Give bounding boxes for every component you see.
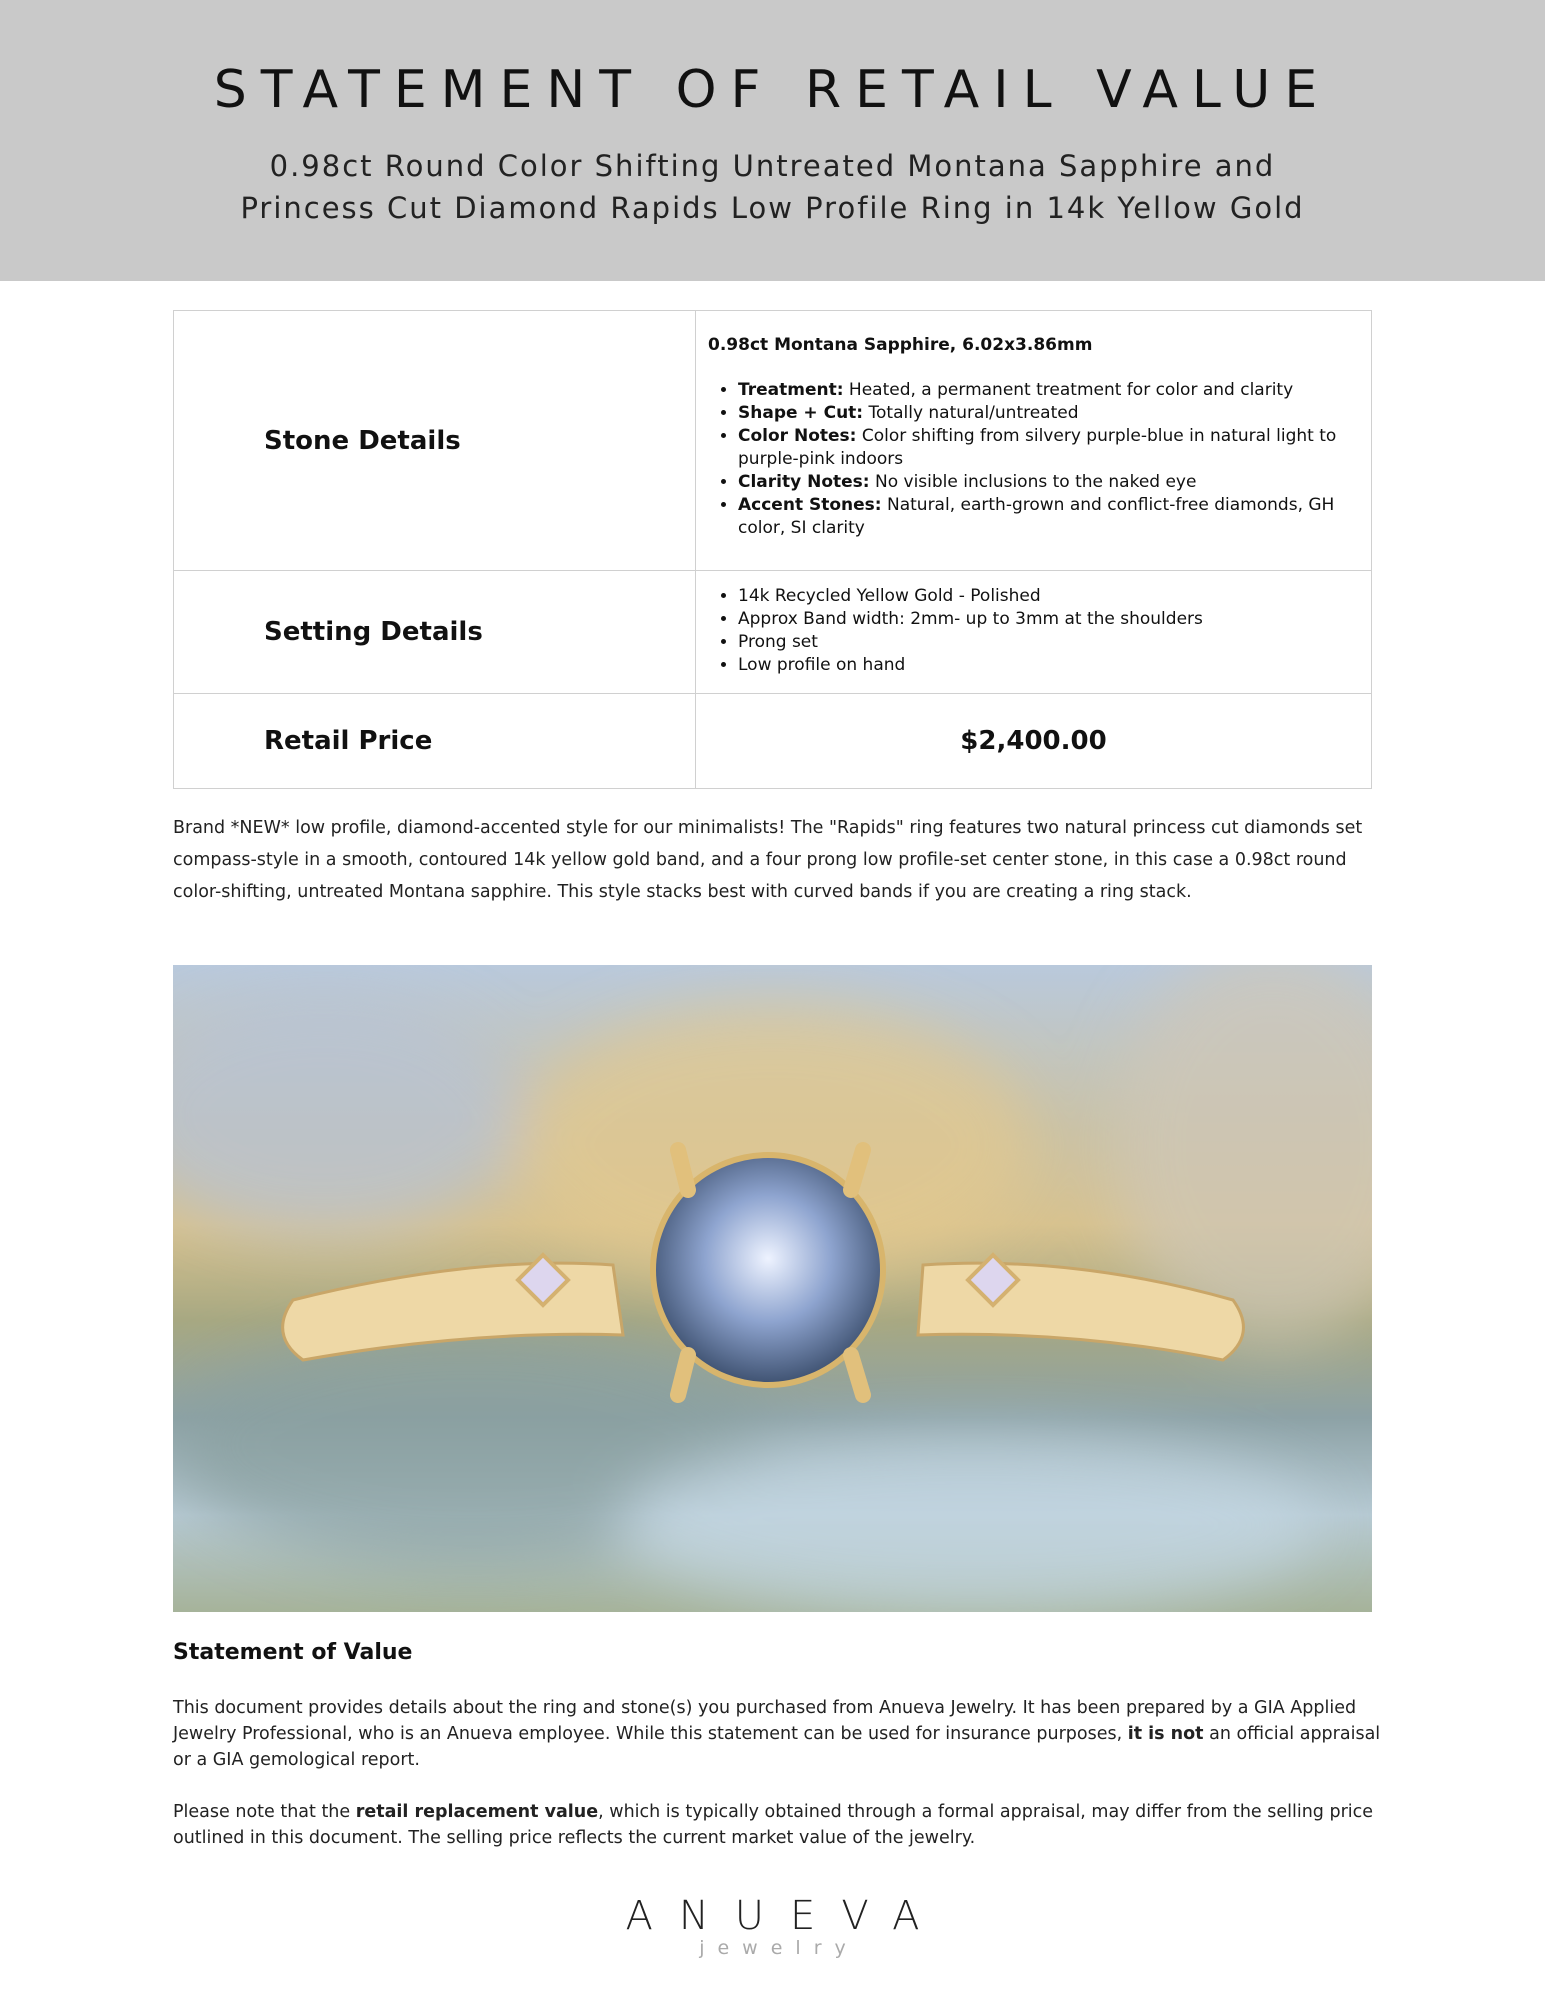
logo-wordmark: ANUEVA [625,1893,946,1939]
ring-illustration [173,965,1372,1612]
setting-details-label: Setting Details [174,571,696,694]
text: This document provides details about the ring and stone(s) you purchased from Anueva Jewelry. It has been prepared by a GIA Applied Jewelry Professional, who is an Anueva employee. While this statement can be used for insurance purposes, [173,1698,1357,1744]
detail-value: Totally natural/untreated [863,402,1079,423]
setting-detail-item: • Prong set [738,631,1359,654]
stone-heading: 0.98ct Montana Sapphire, 6.02x3.86mm [708,334,1093,355]
product-title [0,145,1545,229]
stone-detail-item [738,471,1359,494]
setting-details-row [174,571,1372,694]
setting-detail-item: • Low profile on hand [738,654,1359,677]
detail-key: Color Notes: [738,425,857,446]
details-table [173,310,1372,789]
ring-photo [173,965,1372,1612]
stone-detail-item [738,494,1359,540]
stone-detail-item [738,425,1359,471]
stone-detail-item [738,379,1359,402]
text: an official appraisal or a GIA gemological report. [173,1724,1381,1770]
setting-list [738,585,1359,677]
text: Please note that the [173,1802,356,1822]
text: , which is typically obtained through a formal appraisal, may differ from the selling price outlined in this document. The selling price reflects the current market value of the jewelry. [173,1802,1374,1848]
retail-price-row [174,694,1372,789]
setting-detail-item: • Approx Band width: 2mm- up to 3mm at the shoulders [738,608,1359,631]
header [0,0,1545,281]
detail-key: Accent Stones: [738,494,882,515]
retail-price-label: Retail Price [174,694,696,789]
stone-details-row [174,311,1372,571]
stone-list [738,379,1359,540]
subtitle-line-1: 0.98ct Round Color Shifting Untreated Montana Sapphire and [269,149,1276,183]
product-description: Brand *NEW* low profile, diamond-accented style for our minimalists! The "Rapids" ring features two natural princess cut diamonds set compass-style in a smooth, contoured 14k yellow gold band, and a four prong low profile-set center stone, in this case a 0.98ct round color-shifting, untreated Montana sapphire. This style stacks best with curved bands if you are creating a ring stack. [173,818,1363,902]
detail-value: Natural, earth-grown and conflict-free diamonds, GH color, SI clarity [738,494,1335,538]
detail-key: Shape + Cut: [738,402,864,423]
detail-value: Heated, a permanent treatment for color and clarity [843,379,1294,400]
setting-detail-item: • 14k Recycled Yellow Gold - Polished [738,585,1359,608]
detail-key: Clarity Notes: [738,471,870,492]
page-title: STATEMENT OF RETAIL VALUE [213,60,1332,120]
statement-paragraph-2 [173,1799,1383,1851]
retail-price-value: $2,400.00 [696,694,1372,789]
emphasis: it is not [1127,1724,1204,1744]
stone-detail-item [738,402,1359,425]
emphasis: retail replacement value [355,1802,599,1822]
detail-value: Color shifting from silvery purple-blue in natural light to purple-pink indoors [738,425,1337,469]
statement-paragraph-1 [173,1695,1383,1773]
subtitle-line-2: Princess Cut Diamond Rapids Low Profile Ring in 14k Yellow Gold [240,191,1305,225]
statement-heading: Statement of Value [173,1640,413,1665]
logo-tagline: jewelry [699,1937,859,1959]
stone-details-label: Stone Details [174,311,696,571]
stone-details-value [696,311,1372,571]
detail-value: No visible inclusions to the naked eye [869,471,1197,492]
setting-details-value [696,571,1372,694]
detail-key: Treatment: [738,379,844,400]
